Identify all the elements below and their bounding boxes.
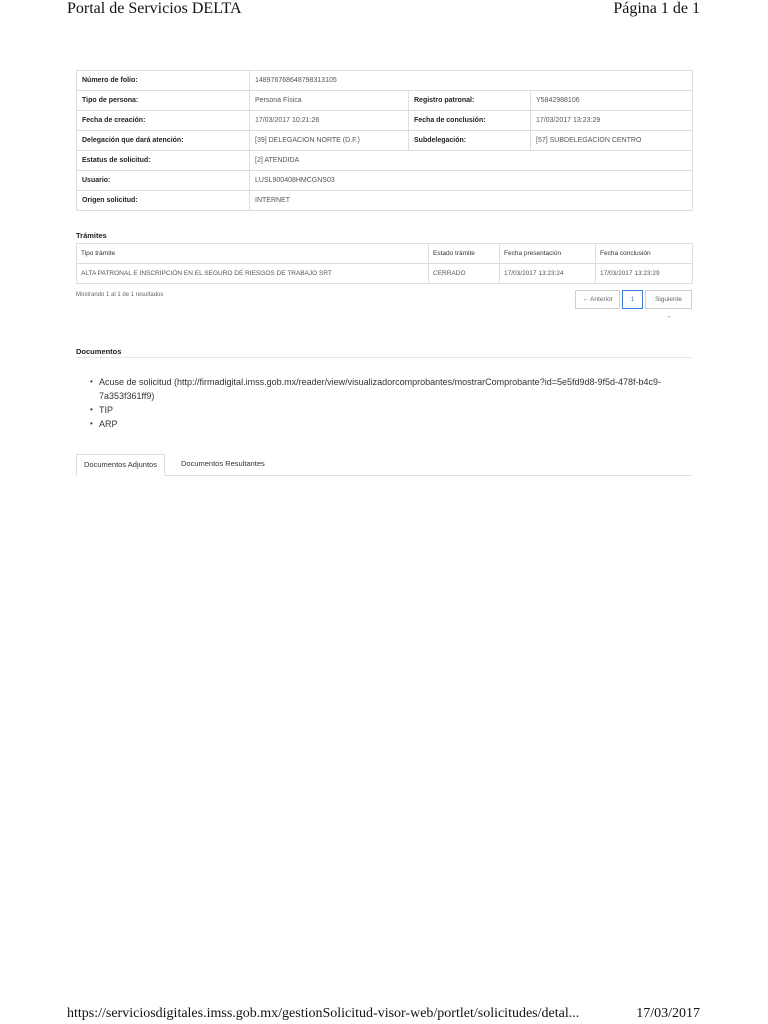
persona-label: Tipo de persona: bbox=[77, 91, 250, 111]
conclusion-value: 17/03/2017 13:23:29 bbox=[531, 111, 693, 131]
tab-documentos-adjuntos[interactable]: Documentos Adjuntos bbox=[76, 454, 165, 476]
delegacion-label: Delegación que dará atención: bbox=[77, 131, 250, 151]
usuario-label: Usuario: bbox=[77, 171, 250, 191]
col-estado-tramite: Estado trámite bbox=[429, 244, 500, 264]
table-row bbox=[77, 191, 693, 211]
table-header-row bbox=[77, 244, 693, 264]
next-page-button[interactable]: Siguiente → bbox=[645, 290, 692, 309]
page-1-button[interactable]: 1 bbox=[622, 290, 643, 309]
conclusion-label: Fecha de conclusión: bbox=[409, 111, 531, 131]
list-item[interactable] bbox=[90, 403, 690, 417]
persona-value: Persona Física bbox=[250, 91, 409, 111]
delegacion-value: [39] DELEGACION NORTE (D.F.) bbox=[250, 131, 409, 151]
documentos-title: Documentos bbox=[76, 347, 122, 356]
documento-tip[interactable]: TIP bbox=[99, 405, 114, 415]
usuario-value: LUSL900408HMCGNS03 bbox=[250, 171, 693, 191]
table-row bbox=[77, 91, 693, 111]
bullet-icon: • bbox=[90, 405, 93, 414]
list-item[interactable] bbox=[90, 375, 690, 403]
pagination bbox=[575, 290, 692, 320]
col-fecha-presentacion: Fecha presentación bbox=[500, 244, 596, 264]
origen-value: INTERNET bbox=[250, 191, 693, 211]
tramite-estado: CERRADO bbox=[429, 264, 500, 284]
previous-page-button[interactable]: ← Anterior bbox=[575, 290, 620, 309]
table-row bbox=[77, 71, 693, 91]
origen-label: Origen solicitud: bbox=[77, 191, 250, 211]
table-row bbox=[77, 131, 693, 151]
tab-documentos-resultantes[interactable]: Documentos Resultantes bbox=[181, 459, 265, 468]
tramite-fecha-presentacion: 17/03/2017 13:23:24 bbox=[500, 264, 596, 284]
print-header bbox=[67, 0, 700, 22]
subdelegacion-label: Subdelegación: bbox=[409, 131, 531, 151]
subdelegacion-value: [57] SUBDELEGACION CENTRO bbox=[531, 131, 693, 151]
registro-label: Registro patronal: bbox=[409, 91, 531, 111]
estatus-label: Estatus de solicitud: bbox=[77, 151, 250, 171]
estatus-value: [2] ATENDIDA bbox=[250, 151, 693, 171]
documentos-list bbox=[90, 375, 690, 431]
print-header-page: Página 1 de 1 bbox=[613, 0, 700, 17]
documentos-tabs bbox=[76, 454, 692, 476]
documento-acuse[interactable]: Acuse de solicitud (http://firmadigital.imss.gob.mx/reader/view/visualizadorcomprobantes/mostrarComprobante?id=5e5fd9d8-9f5d-478f-b4c9-7a353f361ff9) bbox=[99, 377, 662, 401]
print-header-title: Portal de Servicios DELTA bbox=[67, 0, 242, 17]
table-row bbox=[77, 171, 693, 191]
col-fecha-conclusion: Fecha conclusión bbox=[596, 244, 693, 264]
list-item[interactable] bbox=[90, 417, 690, 431]
folio-label: Número de folio: bbox=[77, 71, 250, 91]
documento-arp[interactable]: ARP bbox=[99, 419, 118, 429]
col-tipo-tramite: Tipo trámite bbox=[77, 244, 429, 264]
creacion-label: Fecha de creación: bbox=[77, 111, 250, 131]
documentos-divider bbox=[76, 357, 692, 358]
bullet-icon: • bbox=[90, 377, 93, 386]
solicitud-info-table bbox=[76, 70, 693, 211]
tramites-table bbox=[76, 243, 693, 284]
table-row bbox=[77, 151, 693, 171]
tramite-tipo: ALTA PATRONAL E INSCRIPCIÓN EN EL SEGURO DE RIESGOS DE TRABAJO SRT bbox=[77, 264, 429, 284]
print-footer-url: https://serviciosdigitales.imss.gob.mx/gestionSolicitud-visor-web/portlet/solicitudes/detal... bbox=[67, 1006, 580, 1021]
registro-value: Y5842988106 bbox=[531, 91, 693, 111]
table-row bbox=[77, 264, 693, 284]
creacion-value: 17/03/2017 10:21:26 bbox=[250, 111, 409, 131]
results-count: Mostrando 1 al 1 de 1 resultados bbox=[76, 292, 164, 298]
tramites-title: Trámites bbox=[76, 231, 107, 240]
bullet-icon: • bbox=[90, 419, 93, 428]
table-row bbox=[77, 111, 693, 131]
print-footer-date: 17/03/2017 bbox=[636, 1006, 700, 1021]
tramite-fecha-conclusion: 17/03/2017 13:23:29 bbox=[596, 264, 693, 284]
folio-value: 148976768648798313105 bbox=[250, 71, 693, 91]
